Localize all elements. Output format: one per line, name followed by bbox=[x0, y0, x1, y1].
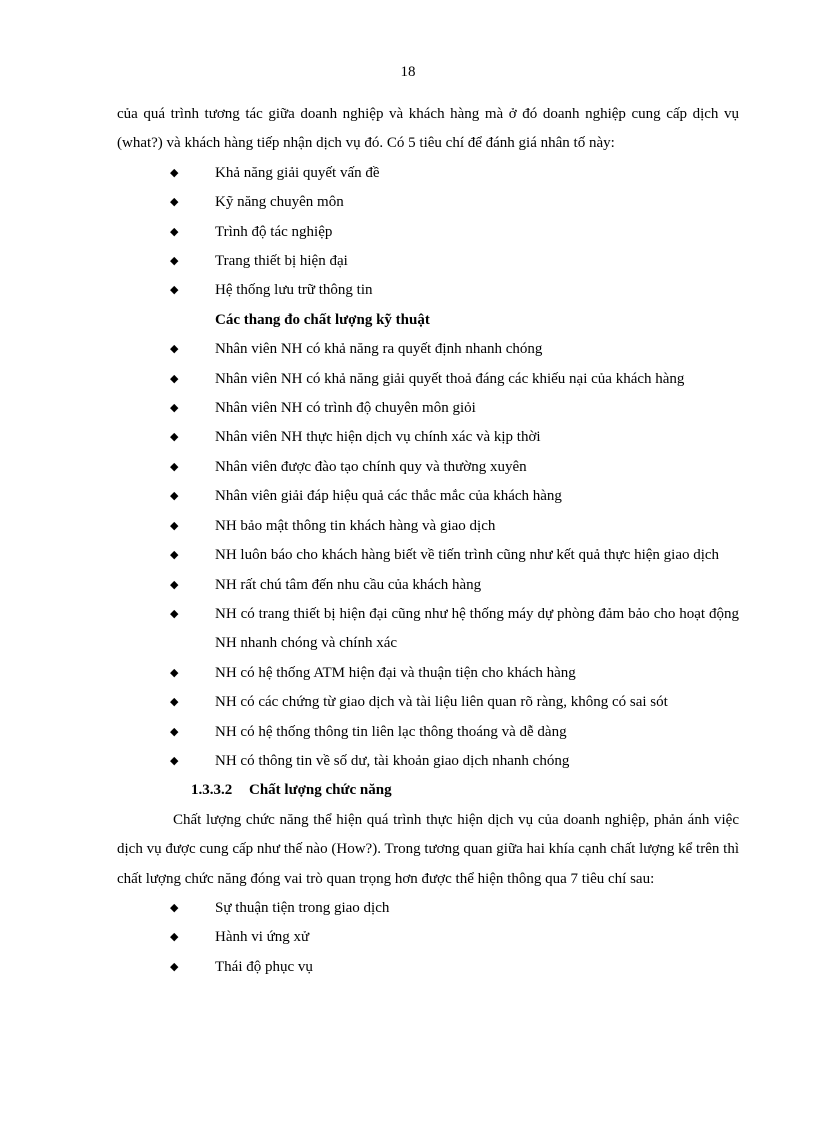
list-item-text: Khả năng giải quyết vấn đề bbox=[215, 164, 380, 181]
diamond-bullet-icon: ◆ bbox=[170, 754, 179, 767]
list-item-text: Nhân viên NH thực hiện dịch vụ chính xác và kịp thời bbox=[215, 429, 541, 446]
list-item-text: NH có hệ thống ATM hiện đại và thuận tiện cho khách hàng bbox=[215, 664, 576, 681]
list-item-text: NH có các chứng từ giao dịch và tài liệu liên quan rõ ràng, không có sai sót bbox=[215, 694, 668, 711]
functional-list bbox=[117, 894, 739, 982]
list-item bbox=[117, 718, 739, 747]
section-heading bbox=[117, 776, 739, 805]
list-item bbox=[117, 188, 739, 217]
page-number: 18 bbox=[400, 64, 416, 80]
diamond-bullet-icon: ◆ bbox=[170, 490, 179, 503]
diamond-bullet-icon: ◆ bbox=[170, 696, 179, 709]
list-item bbox=[117, 953, 739, 982]
diamond-bullet-icon: ◆ bbox=[170, 901, 179, 914]
diamond-bullet-icon: ◆ bbox=[170, 607, 179, 620]
list-item bbox=[117, 247, 739, 276]
diamond-bullet-icon: ◆ bbox=[170, 255, 179, 268]
list-item bbox=[117, 659, 739, 688]
list-item-text: NH rất chú tâm đến nhu cầu của khách hàng bbox=[215, 576, 482, 593]
list-item bbox=[117, 423, 739, 452]
list-item bbox=[117, 512, 739, 541]
technical-heading: Các thang đo chất lượng kỹ thuật bbox=[215, 311, 430, 328]
list-item bbox=[117, 571, 739, 600]
list-item-text: Thái độ phục vụ bbox=[215, 958, 313, 975]
page-body bbox=[117, 100, 739, 982]
section-title: Chất lượng chức năng bbox=[249, 782, 392, 799]
list-item-text: Nhân viên NH có khả năng ra quyết định nhanh chóng bbox=[215, 341, 543, 358]
list-item bbox=[117, 482, 739, 511]
list-item bbox=[117, 365, 739, 394]
list-item bbox=[117, 218, 739, 247]
list-item-text: NH có thông tin về số dư, tài khoản giao dịch nhanh chóng bbox=[215, 752, 570, 769]
diamond-bullet-icon: ◆ bbox=[170, 402, 179, 415]
list-item-text: NH luôn báo cho khách hàng biết về tiến trình cũng như kết quả thực hiện giao dịch bbox=[215, 547, 720, 564]
list-item-text: Nhân viên được đào tạo chính quy và thường xuyên bbox=[215, 458, 527, 475]
list-item-text: Nhân viên NH có trình độ chuyên môn giỏi bbox=[215, 400, 476, 417]
list-item bbox=[117, 894, 739, 923]
diamond-bullet-icon: ◆ bbox=[170, 343, 179, 356]
list-item-text: Sự thuận tiện trong giao dịch bbox=[215, 899, 390, 916]
diamond-bullet-icon: ◆ bbox=[170, 284, 179, 297]
diamond-bullet-icon: ◆ bbox=[170, 931, 179, 944]
list-item-text: Hành vi ứng xử bbox=[215, 929, 310, 946]
diamond-bullet-icon: ◆ bbox=[170, 960, 179, 973]
diamond-bullet-icon: ◆ bbox=[170, 196, 179, 209]
criteria-list bbox=[117, 159, 739, 306]
list-item-text: Nhân viên giải đáp hiệu quả các thắc mắc của khách hàng bbox=[215, 488, 562, 505]
list-item bbox=[117, 335, 739, 364]
technical-list bbox=[117, 335, 739, 776]
diamond-bullet-icon: ◆ bbox=[170, 578, 179, 591]
list-item bbox=[117, 453, 739, 482]
list-item-text: NH bảo mật thông tin khách hàng và giao dịch bbox=[215, 517, 496, 534]
diamond-bullet-icon: ◆ bbox=[170, 519, 179, 532]
diamond-bullet-icon: ◆ bbox=[170, 431, 179, 444]
intro-paragraph: của quá trình tương tác giữa doanh nghiệp và khách hàng mà ở đó doanh nghiệp cung cấp dịch vụ (what?) và khách hàng tiếp nhận dịch vụ đó. Có 5 tiêu chí để đánh giá nhân tố này: bbox=[117, 106, 739, 152]
list-item bbox=[117, 600, 739, 659]
list-item-text: Hệ thống lưu trữ thông tin bbox=[215, 282, 373, 299]
diamond-bullet-icon: ◆ bbox=[170, 225, 179, 238]
diamond-bullet-icon: ◆ bbox=[170, 725, 179, 738]
diamond-bullet-icon: ◆ bbox=[170, 460, 179, 473]
list-item bbox=[117, 688, 739, 717]
diamond-bullet-icon: ◆ bbox=[170, 166, 179, 179]
diamond-bullet-icon: ◆ bbox=[170, 372, 179, 385]
list-item bbox=[117, 747, 739, 776]
list-item bbox=[117, 923, 739, 952]
diamond-bullet-icon: ◆ bbox=[170, 666, 179, 679]
list-item-text: Trình độ tác nghiệp bbox=[215, 223, 333, 240]
list-item-text: NH có trang thiết bị hiện đại cũng như hệ thống máy dự phòng đảm bảo cho hoạt động NH nhanh chóng và chính xác bbox=[215, 605, 739, 652]
functional-paragraph: Chất lượng chức năng thể hiện quá trình thực hiện dịch vụ của doanh nghiệp, phản ánh việc dịch vụ được cung cấp như thế nào (How?). Trong tương quan giữa hai khía cạnh chất lượng kể trên thì chất lượng chức năng đóng vai trò quan trọng hơn được thể hiện thông qua 7 tiêu chí sau: bbox=[117, 811, 739, 887]
list-item-text: Kỹ năng chuyên môn bbox=[215, 194, 344, 211]
section-number: 1.3.3.2 bbox=[191, 782, 233, 799]
list-item bbox=[117, 159, 739, 188]
diamond-bullet-icon: ◆ bbox=[170, 549, 179, 562]
list-item-text: NH có hệ thống thông tin liên lạc thông thoáng và dễ dàng bbox=[215, 723, 567, 740]
list-item-text: Nhân viên NH có khả năng giải quyết thoả đáng các khiếu nại của khách hàng bbox=[215, 370, 685, 387]
list-item bbox=[117, 276, 739, 305]
list-item bbox=[117, 541, 739, 570]
list-item bbox=[117, 394, 739, 423]
list-item-text: Trang thiết bị hiện đại bbox=[215, 253, 348, 270]
